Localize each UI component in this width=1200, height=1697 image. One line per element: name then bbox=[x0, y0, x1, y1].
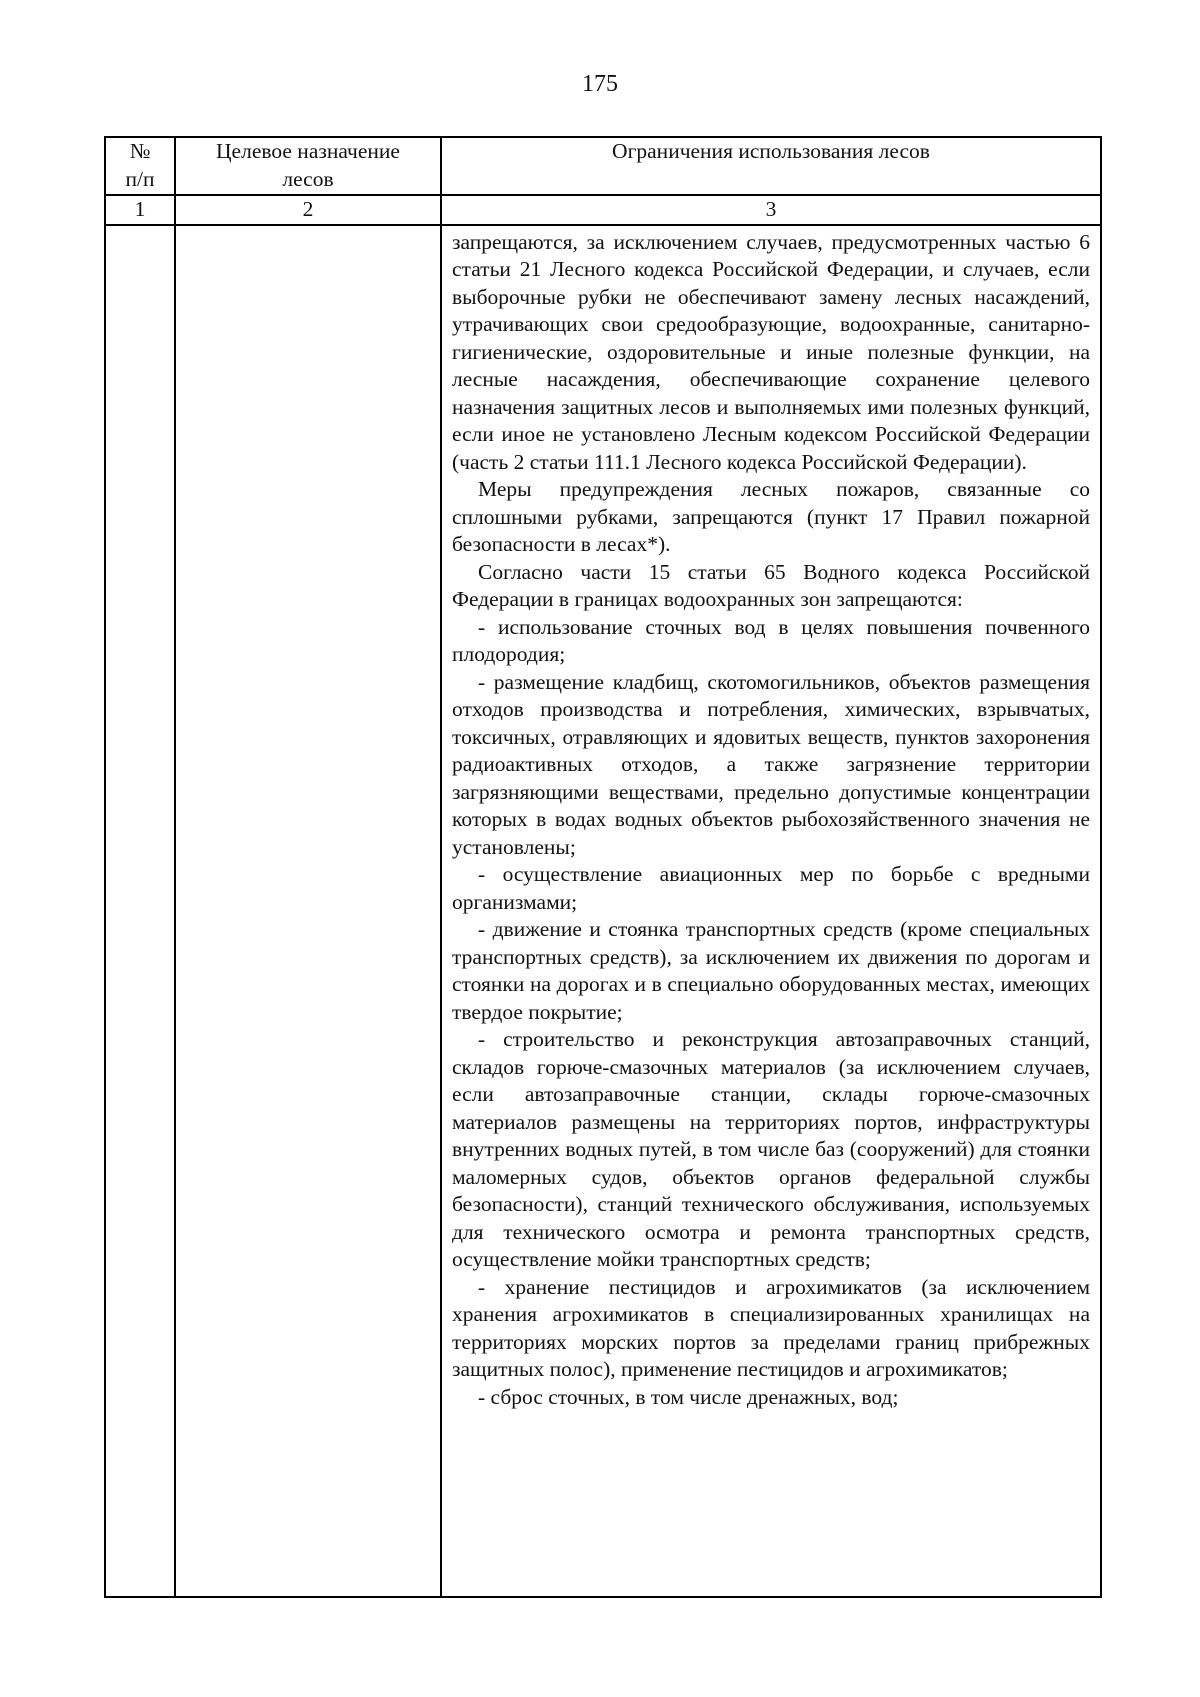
cell-purpose bbox=[175, 225, 441, 1597]
page-number: 175 bbox=[582, 71, 618, 97]
column-number-2: 2 bbox=[175, 195, 441, 225]
restrictions-text bbox=[442, 226, 1100, 1412]
header-restrictions: Ограничения использования лесов bbox=[441, 137, 1101, 195]
list-item: - сброс сточных, в том числе дренажных, вод; bbox=[478, 1384, 899, 1409]
cell-number bbox=[105, 225, 175, 1597]
cell-restrictions bbox=[441, 225, 1101, 1597]
list-item: - размещение кладбищ, скотомогильников, объектов размещения отходов производства и потребления, химических, взрывчатых, токсичных, отравляющих и ядовитых веществ, пунктов захоронения радиоактивных отходов, а также загрязнение территории загрязняющими веществами, предельно допустимые концентрации которых в водах водных объектов рыбохозяйственного значения не установлены; bbox=[452, 669, 1090, 859]
list-item: - осуществление авиационных мер по борьбе с вредными организмами; bbox=[452, 862, 1090, 914]
list-item: - хранение пестицидов и агрохимикатов (за исключением хранения агрохимикатов в специализированных хранилищах на территориях морских портов за пределами границ прибрежных защитных полос), применение пестицидов и агрохимикатов; bbox=[452, 1274, 1090, 1381]
column-number-3: 3 bbox=[441, 195, 1101, 225]
list-item: - строительство и реконструкция автозаправочных станций, складов горюче-смазочных материалов (за исключением случаев, если автозаправочные станции, склады горюче-смазочных материалов размещены на территориях портов, инфраструктуры внутренних водных путей, в том числе баз (сооружений) для стоянки маломерных судов, объектов органов федеральной службы безопасности), станций технического обслуживания, используемых для технического осмотра и ремонта транспортных средств, осуществление мойки транспортных средств; bbox=[452, 1027, 1090, 1271]
header-number bbox=[105, 137, 175, 195]
header-number-line-1: № bbox=[129, 139, 151, 163]
paragraph: Согласно части 15 статьи 65 Водного кодекса Российской Федерации в границах водоохранных зон запрещаются: bbox=[452, 559, 1090, 611]
list-item: - использование сточных вод в целях повышения почвенного плодородия; bbox=[452, 614, 1090, 666]
paragraph: Меры предупреждения лесных пожаров, связанные со сплошными рубками, запрещаются (пункт 17 Правил пожарной безопасности в лесах*). bbox=[452, 477, 1090, 556]
table-row bbox=[105, 225, 1101, 1597]
list-item: - движение и стоянка транспортных средств (кроме специальных транспортных средств), за исключением их движения по дорогам и стоянки на дорогах и в специально оборудованных местах, имеющих твердое покрытие; bbox=[452, 917, 1090, 1024]
column-number-1: 1 bbox=[105, 195, 175, 225]
header-number-line-2: п/п bbox=[125, 166, 155, 191]
paragraph: запрещаются, за исключением случаев, предусмотренных частью 6 статьи 21 Лесного кодекса Российской Федерации, и случаев, если выборочные рубки не обеспечивают замену лесных насаждений, утрачивающих свои средообразующие, водоохранные, санитарно-гигиенические, оздоровительные и иные полезные функции, на лесные насаждения, обеспечивающие сохранение целевого назначения защитных лесов и выполняемых ими полезных функций, если иное не установлено Лесным кодексом Российской Федерации (часть 2 статьи 111.1 Лесного кодекса Российской Федерации). bbox=[452, 229, 1090, 474]
restrictions-table bbox=[104, 136, 1102, 1598]
table-header-row bbox=[105, 137, 1101, 195]
header-purpose-line-2: лесов bbox=[282, 166, 334, 191]
header-purpose-line-1: Целевое назначение bbox=[216, 139, 400, 163]
column-number-row bbox=[105, 195, 1101, 225]
header-purpose bbox=[175, 137, 441, 195]
